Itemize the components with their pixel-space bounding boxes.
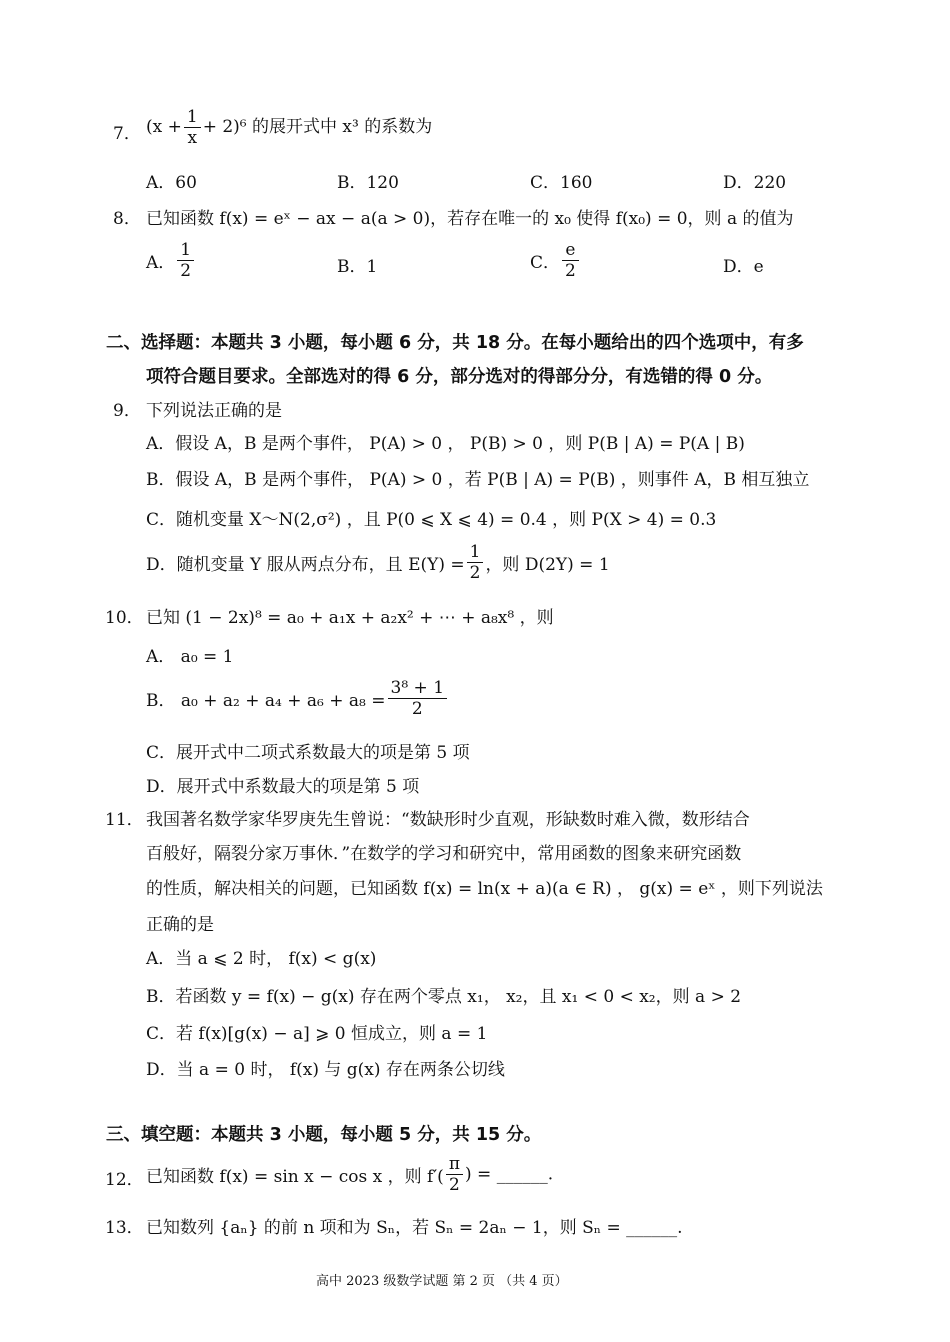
option-d-suffix: ，则 D(2Y) = 1 bbox=[485, 555, 610, 575]
fraction-denominator: 2 bbox=[411, 699, 423, 719]
question-stem-line-1: 我国著名数学家华罗庚先生曾说：“数缺形时少直观，形缺数时难入微，数形结合 bbox=[146, 810, 750, 830]
fraction-denominator: 2 bbox=[565, 261, 576, 281]
fraction-numerator: e bbox=[562, 240, 579, 261]
question-stem-line-4: 正确的是 bbox=[146, 915, 214, 935]
fraction bbox=[184, 107, 201, 148]
fraction bbox=[446, 1154, 463, 1195]
option-d: D．当 a = 0 时， f(x) 与 g(x) 存在两条公切线 bbox=[146, 1060, 505, 1080]
option-c: C．随机变量 X～N(2,σ²) ，且 P(0 ⩽ X ⩽ 4) = 0.4 ，则 P(X > 4) = 0.3 bbox=[146, 510, 717, 530]
option-a bbox=[146, 240, 196, 281]
question-stem-line-2: 百般好，隔裂分家万事休．”在数学的学习和研究中，常用函数的图象来研究函数 bbox=[146, 844, 742, 864]
option-d-prefix: D．随机变量 Y 服从两点分布，且 E(Y) = bbox=[146, 555, 465, 575]
option-d bbox=[146, 542, 610, 583]
option-b: B．若函数 y = f(x) − g(x) 存在两个零点 x₁， x₂，且 x₁ < 0 < x₂，则 a > 2 bbox=[146, 987, 742, 1007]
question-number: 8． bbox=[113, 209, 141, 229]
question-number: 12． bbox=[105, 1170, 144, 1190]
option-b bbox=[146, 678, 449, 719]
option-a: A．60 bbox=[146, 173, 197, 193]
question-stem bbox=[146, 107, 432, 148]
option-d: D．展开式中系数最大的项是第 5 项 bbox=[146, 777, 420, 797]
stem-prefix: (x + bbox=[146, 117, 182, 137]
option-label: C． bbox=[530, 253, 561, 273]
option-a: A．当 a ⩽ 2 时， f(x) < g(x) bbox=[146, 949, 377, 969]
fraction-numerator: 1 bbox=[177, 240, 194, 261]
section-3-heading: 三、填空题：本题共 3 小题，每小题 5 分，共 15 分。 bbox=[106, 1125, 542, 1145]
question-stem: 已知 (1 − 2x)⁸ = a₀ + a₁x + a₂x² + ⋯ + a₈x⁸ ，则 bbox=[146, 608, 554, 628]
question-number: 10． bbox=[105, 608, 144, 628]
section-heading-line-1: 二、选择题：本题共 3 小题，每小题 6 分，共 18 分。在每小题给出的四个选项中，有多 bbox=[106, 333, 804, 353]
question-number: 11． bbox=[105, 810, 144, 830]
option-c: C．展开式中二项式系数最大的项是第 5 项 bbox=[146, 743, 470, 763]
option-a: A．假设 A，B 是两个事件， P(A) > 0 ， P(B) > 0 ，则 P(B | A) = P(A | B) bbox=[146, 434, 745, 454]
stem-prefix: 已知函数 f(x) = sin x − cos x ，则 f′( bbox=[146, 1167, 444, 1187]
option-c: C．160 bbox=[530, 173, 593, 193]
option-label: A． bbox=[146, 253, 176, 273]
fraction-denominator: 2 bbox=[449, 1175, 460, 1195]
fraction bbox=[388, 678, 448, 719]
page-footer: 高中 2023 级数学试题 第 2 页 （共 4 页） bbox=[316, 1274, 568, 1289]
question-stem: 已知数列 {aₙ} 的前 n 项和为 Sₙ，若 Sₙ = 2aₙ − 1，则 Sₙ = ______. bbox=[146, 1218, 683, 1238]
fraction-denominator: 2 bbox=[180, 261, 192, 281]
fraction bbox=[177, 240, 194, 281]
option-b: B．120 bbox=[337, 173, 399, 193]
option-d: D．220 bbox=[723, 173, 787, 193]
option-c bbox=[530, 240, 581, 281]
fraction bbox=[562, 240, 579, 281]
fraction bbox=[467, 542, 484, 583]
option-a: A． a₀ = 1 bbox=[146, 647, 234, 667]
option-c: C．若 f(x)[g(x) − a] ⩾ 0 恒成立，则 a = 1 bbox=[146, 1024, 488, 1044]
option-b: B．1 bbox=[337, 257, 378, 277]
section-heading-line-2: 项符合题目要求。全部选对的得 6 分，部分选对的得部分分，有选错的得 0 分。 bbox=[146, 367, 773, 387]
option-b-prefix: B． a₀ + a₂ + a₄ + a₆ + a₈ = bbox=[146, 691, 386, 711]
question-number: 9． bbox=[113, 401, 141, 421]
fraction-numerator: 1 bbox=[184, 107, 201, 128]
question-stem bbox=[146, 1154, 553, 1195]
question-stem: 已知函数 f(x) = eˣ − ax − a(a > 0)，若存在唯一的 x₀ 使得 f(x₀) = 0，则 a 的值为 bbox=[146, 209, 794, 229]
fraction-numerator: π bbox=[446, 1154, 463, 1175]
question-stem: 下列说法正确的是 bbox=[146, 401, 282, 421]
option-b: B．假设 A，B 是两个事件， P(A) > 0 ，若 P(B | A) = P(B) ，则事件 A，B 相互独立 bbox=[146, 470, 810, 490]
question-number: 13． bbox=[105, 1218, 144, 1238]
fraction-numerator: 3⁸ + 1 bbox=[388, 678, 448, 699]
question-number: 7． bbox=[113, 124, 141, 144]
fraction-denominator: x bbox=[187, 128, 198, 148]
question-stem-line-3: 的性质，解决相关的问题，已知函数 f(x) = ln(x + a)(a ∈ R) ， g(x) = eˣ ，则下列说法 bbox=[146, 879, 823, 899]
stem-suffix: + 2)⁶ 的展开式中 x³ 的系数为 bbox=[202, 117, 433, 137]
option-d: D．e bbox=[723, 257, 764, 277]
fraction-numerator: 1 bbox=[467, 542, 484, 563]
stem-suffix: ) = ______. bbox=[465, 1164, 554, 1185]
fraction-denominator: 2 bbox=[469, 563, 481, 583]
